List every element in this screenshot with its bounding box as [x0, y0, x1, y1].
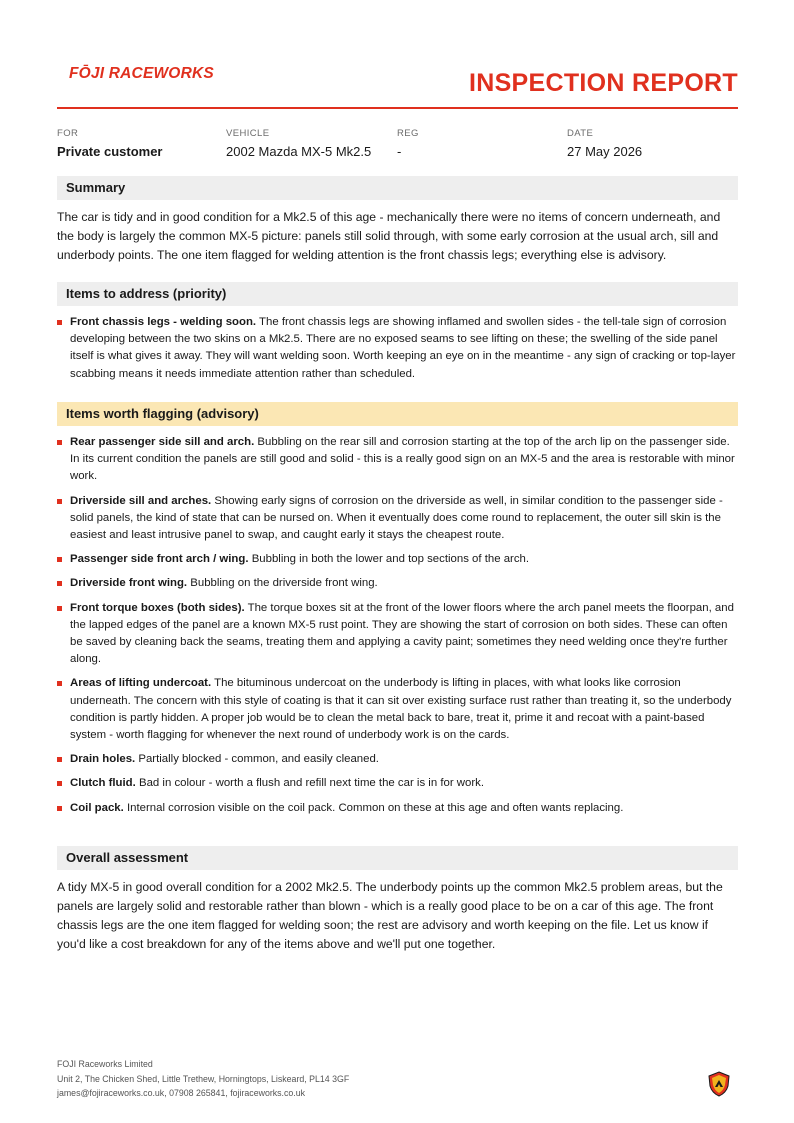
meta-date — [567, 128, 642, 161]
priority-list — [57, 314, 738, 383]
item-text: Bubbling in both the lower and top sections of the arch. — [251, 553, 530, 566]
item-text: The front chassis legs are showing inflamed and swollen sides - the tell-tale sign of corrosion developing between the two skins on a Mk2.5. There are no exposed seams to see lifting on these; the swelling of the side panel itself is what gives it away. They will want welding soon. Worth keeping an eye on in the meantime - any sign of cracking or top-layer scabbing means it needs immediate attention rather than scheduled. — [70, 316, 736, 380]
meta-vehicle — [226, 128, 371, 161]
item-text: Bubbling on the driverside front wing. — [190, 577, 378, 590]
meta-reg — [397, 128, 419, 161]
list-item — [57, 775, 738, 792]
item-title: Front torque boxes (both sides). — [70, 601, 245, 614]
item-title: Front chassis legs - welding soon. — [70, 316, 257, 328]
item-title: Driverside front wing. — [70, 577, 188, 590]
overall-text: A tidy MX-5 in good overall condition for a 2002 Mk2.5. The underbody points up the common Mk2.5 problem areas, but the panels are largely solid and restorable rather than blown - which is a really good place to be on a car of this age. The front chassis legs are the one item flagged for welding soon; the rest are advisory and worth keeping on the file. Let us know if you'd like a cost breakdown for any of the items above and we'll put one together. — [57, 880, 723, 951]
meta-date-value: 27 May 2026 — [567, 144, 643, 159]
meta-for-value: Private customer — [57, 144, 163, 159]
item-title: Clutch fluid. — [70, 777, 136, 790]
meta-reg-value: - — [397, 144, 402, 159]
meta-for-label: FOR — [57, 128, 79, 139]
bullet-square-icon — [57, 320, 62, 325]
priority-heading: Items to address (priority) — [57, 282, 738, 306]
bullet-square-icon — [57, 781, 62, 786]
meta-date-label: DATE — [567, 128, 594, 139]
item-text: The torque boxes sit at the front of the lower floors where the arch panel meets the floorpan, and the lapped edges of the panel are a known MX-5 rust point. They are showing the start of corrosion on both sides. These can often be saved by cleaning back the seams, treating them and applying a cavity paint; sometimes they need welding once they're further along. — [70, 601, 734, 666]
item-text: The bituminous undercoat on the underbody is lifting in places, with what looks like corrosion underneath. The concern with this style of coating is that it can sit over existing surface rust rather than treating it, so the underbody condition is partly hidden. A proper job would be to clean the metal back to bare, treat it, prime it and recoat with a paint-based system - worth flagging for whenever the next round of underbody work is on the cards. — [70, 677, 732, 742]
list-item — [57, 575, 738, 592]
header-divider — [57, 107, 738, 109]
footer-address: Unit 2, The Chicken Shed, Little Trethew, Horningtops, Liskeard, PL14 3GF — [57, 1073, 350, 1084]
advisory-heading: Items worth flagging (advisory) — [57, 402, 738, 426]
meta-vehicle-value: 2002 Mazda MX-5 Mk2.5 — [226, 144, 372, 159]
report-page — [57, 0, 738, 1123]
report-header — [57, 62, 738, 108]
item-text: Bad in colour - worth a flush and refill next time the car is in for work. — [138, 777, 485, 790]
item-title: Driverside sill and arches. — [70, 494, 212, 507]
meta-reg-label: REG — [397, 128, 419, 139]
item-text: Internal corrosion visible on the coil pack. Common on these at this age and often wants replacing. — [126, 801, 624, 814]
summary-text: The car is tidy and in good condition for a Mk2.5 of this age - mechanically there were no items of concern underneath, and the body is largely the common MX-5 picture: panels still solid through, with some early corrosion at the usual arch, sill and underbody points. The one item flagged for welding attention is the front chassis legs; everything else is advisory. — [57, 210, 721, 262]
page-footer — [57, 1057, 349, 1101]
company-logo: FŌJI RACEWORKS — [69, 65, 214, 82]
bullet-square-icon — [57, 806, 62, 811]
list-item — [57, 434, 738, 486]
footer-contact: james@fojiraceworks.co.uk, 07908 265841, fojiraceworks.co.uk — [57, 1088, 306, 1098]
shield-logo-icon — [708, 1071, 730, 1097]
bullet-square-icon — [57, 440, 62, 445]
bullet-square-icon — [57, 606, 62, 611]
list-item — [57, 800, 738, 817]
report-meta — [57, 128, 738, 164]
list-item — [57, 675, 738, 744]
summary-heading: Summary — [57, 176, 738, 200]
item-title: Drain holes. — [70, 753, 136, 766]
report-title: INSPECTION REPORT — [468, 69, 738, 97]
item-title: Passenger side front arch / wing. — [70, 553, 249, 566]
bullet-square-icon — [57, 581, 62, 586]
item-title: Coil pack. — [70, 801, 124, 814]
item-text: Bubbling on the rear sill and corrosion starting at the top of the arch lip on the passenger side. In its current condition the panels are still good and solid - this is a really good sign on an MX-5 and the area is restorable with minor work. — [70, 436, 735, 483]
item-title: Areas of lifting undercoat. — [70, 677, 212, 690]
list-item — [57, 551, 738, 568]
bullet-square-icon — [57, 557, 62, 562]
list-item — [57, 314, 738, 383]
overall-heading: Overall assessment — [57, 846, 738, 870]
list-item — [57, 751, 738, 768]
item-title: Rear passenger side sill and arch. — [70, 436, 255, 448]
bullet-square-icon — [57, 499, 62, 504]
list-item — [57, 493, 738, 545]
list-item — [57, 600, 738, 669]
footer-company: FOJI Raceworks Limited — [57, 1059, 153, 1069]
meta-for — [57, 128, 163, 161]
bullet-square-icon — [57, 757, 62, 762]
advisory-list — [57, 434, 738, 817]
meta-vehicle-label: VEHICLE — [226, 128, 270, 139]
item-text: Showing early signs of corrosion on the driverside as well, in similar condition to the passenger side - solid panels, the kind of state that can be nursed on. When it eventually does come round to replacement, the outer sill skin is the easiest and least intrusive panel to swap, and caught early it stays the cheapest route. — [70, 494, 723, 542]
bullet-square-icon — [57, 681, 62, 686]
item-text: Partially blocked - common, and easily cleaned. — [138, 753, 379, 766]
